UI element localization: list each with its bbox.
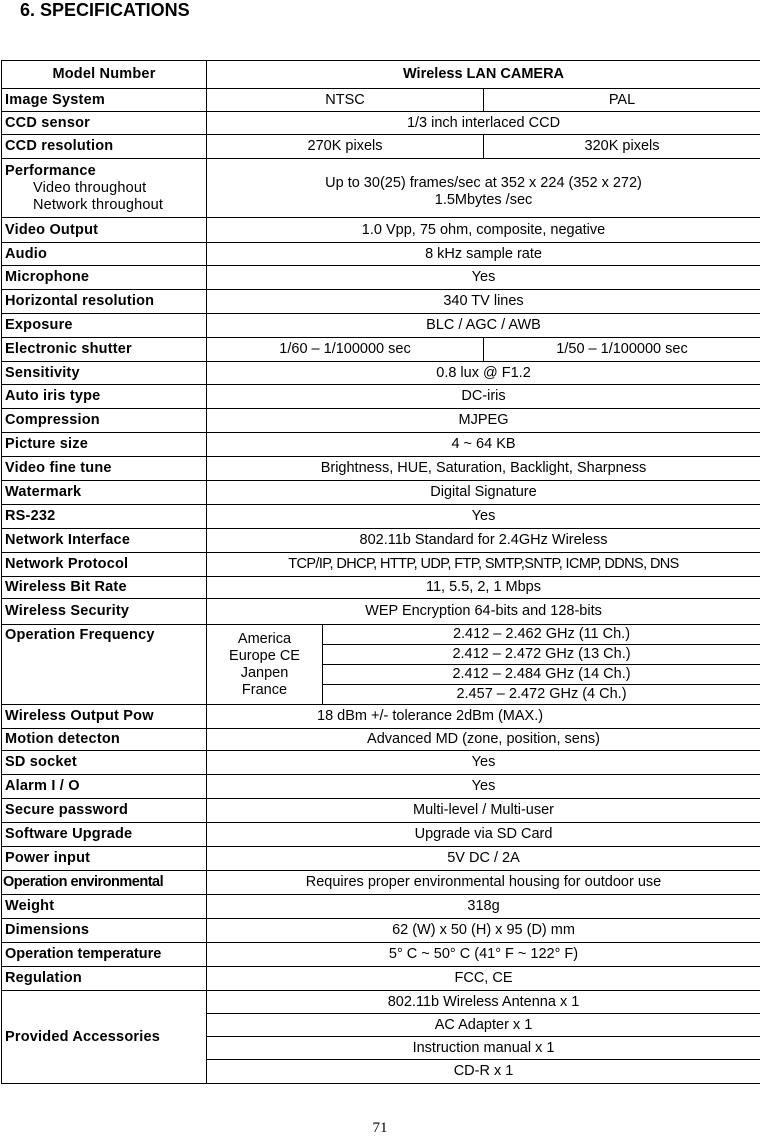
table-row xyxy=(2,577,760,599)
table-row xyxy=(2,919,760,943)
spec-label: Audio xyxy=(2,243,207,266)
spec-value: MJPEG xyxy=(207,409,760,433)
table-row xyxy=(2,625,760,645)
spec-value: Brightness, HUE, Saturation, Backlight, Sharpness xyxy=(207,457,760,481)
table-row xyxy=(2,871,760,895)
spec-label: Operation temperature xyxy=(2,943,207,967)
spec-value: Yes xyxy=(207,775,760,799)
table-row xyxy=(2,967,760,991)
spec-value: 18 dBm +/- tolerance 2dBm (MAX.) xyxy=(207,705,760,729)
table-row xyxy=(2,266,760,290)
spec-label: Network Interface xyxy=(2,529,207,553)
spec-value: Advanced MD (zone, position, sens) xyxy=(207,729,760,751)
spec-value: Requires proper environmental housing for outdoor use xyxy=(207,871,760,895)
spec-label: Auto iris type xyxy=(2,385,207,409)
spec-label: Secure password xyxy=(2,799,207,823)
table-row xyxy=(2,751,760,775)
accessory-item: AC Adapter x 1 xyxy=(207,1014,760,1037)
spec-value: TCP/IP, DHCP, HTTP, UDP, FTP, SMTP,SNTP, ICMP, DDNS, DNS xyxy=(207,553,760,577)
video-throughput-label: Video throughout xyxy=(5,180,206,197)
table-row xyxy=(2,529,760,553)
region-label: Janpen xyxy=(207,665,322,682)
spec-label: Video Output xyxy=(2,218,207,243)
spec-label: Sensitivity xyxy=(2,362,207,385)
table-row xyxy=(2,338,760,362)
table-row xyxy=(2,409,760,433)
spec-label: RS-232 xyxy=(2,505,207,529)
spec-value: 0.8 lux @ F1.2 xyxy=(207,362,760,385)
table-row xyxy=(2,218,760,243)
model-number-label: Model Number xyxy=(2,61,207,89)
table-row xyxy=(2,705,760,729)
spec-label: Alarm I / O xyxy=(2,775,207,799)
table-row xyxy=(2,362,760,385)
network-throughput-value: 1.5Mbytes /sec xyxy=(207,192,760,209)
spec-label: Compression xyxy=(2,409,207,433)
spec-label: Picture size xyxy=(2,433,207,457)
spec-label: CCD sensor xyxy=(2,112,207,135)
spec-label: Video fine tune xyxy=(2,457,207,481)
spec-value: 11, 5.5, 2, 1 Mbps xyxy=(207,577,760,599)
table-row xyxy=(2,799,760,823)
table-row xyxy=(2,823,760,847)
spec-label: Exposure xyxy=(2,314,207,338)
spec-label: Wireless Security xyxy=(2,599,207,625)
page-number: 71 xyxy=(0,1120,760,1137)
table-row xyxy=(2,847,760,871)
model-number-value: Wireless LAN CAMERA xyxy=(207,61,760,89)
spec-value-ntsc: NTSC xyxy=(207,89,484,112)
spec-label: Weight xyxy=(2,895,207,919)
spec-label: Horizontal resolution xyxy=(2,290,207,314)
spec-value: BLC / AGC / AWB xyxy=(207,314,760,338)
table-row xyxy=(2,314,760,338)
accessory-item: Instruction manual x 1 xyxy=(207,1037,760,1060)
spec-value-pal: 1/50 – 1/100000 sec xyxy=(484,338,760,362)
spec-value-pal: PAL xyxy=(484,89,760,112)
table-header-row xyxy=(2,61,760,89)
video-throughput-value: Up to 30(25) frames/sec at 352 x 224 (352 x 272) xyxy=(207,175,760,192)
table-row xyxy=(2,505,760,529)
table-row xyxy=(2,991,760,1014)
frequency-range: 2.412 – 2.472 GHz (13 Ch.) xyxy=(323,645,760,665)
spec-label: Electronic shutter xyxy=(2,338,207,362)
spec-label: Microphone xyxy=(2,266,207,290)
spec-label: Performance xyxy=(5,163,96,179)
table-row xyxy=(2,385,760,409)
spec-value: DC-iris xyxy=(207,385,760,409)
table-row xyxy=(2,775,760,799)
region-label: America xyxy=(207,631,322,648)
table-row xyxy=(2,599,760,625)
spec-value: Yes xyxy=(207,751,760,775)
spec-value: Yes xyxy=(207,505,760,529)
frequency-range: 2.457 – 2.472 GHz (4 Ch.) xyxy=(323,685,760,705)
spec-value: 1/3 inch interlaced CCD xyxy=(207,112,760,135)
spec-label: Operation environmental xyxy=(2,871,207,895)
spec-value: Multi-level / Multi-user xyxy=(207,799,760,823)
spec-value: FCC, CE xyxy=(207,967,760,991)
spec-value: 318g xyxy=(207,895,760,919)
table-row xyxy=(2,243,760,266)
performance-value-cell xyxy=(207,159,760,218)
spec-value: 8 kHz sample rate xyxy=(207,243,760,266)
spec-value: Yes xyxy=(207,266,760,290)
spec-value: WEP Encryption 64-bits and 128-bits xyxy=(207,599,760,625)
spec-value-ntsc: 270K pixels xyxy=(207,135,484,159)
performance-label-cell xyxy=(2,159,207,218)
table-row xyxy=(2,89,760,112)
frequency-range: 2.412 – 2.462 GHz (11 Ch.) xyxy=(323,625,760,645)
table-row xyxy=(2,729,760,751)
spec-value-pal: 320K pixels xyxy=(484,135,760,159)
spec-label: Regulation xyxy=(2,967,207,991)
spec-label: CCD resolution xyxy=(2,135,207,159)
spec-label: Power input xyxy=(2,847,207,871)
frequency-regions-cell xyxy=(207,625,323,705)
spec-label: Motion detecton xyxy=(2,729,207,751)
spec-value: 802.11b Standard for 2.4GHz Wireless xyxy=(207,529,760,553)
spec-value: Digital Signature xyxy=(207,481,760,505)
spec-label: Network Protocol xyxy=(2,553,207,577)
table-row xyxy=(2,481,760,505)
table-row xyxy=(2,433,760,457)
spec-value: 4 ~ 64 KB xyxy=(207,433,760,457)
frequency-range: 2.412 – 2.484 GHz (14 Ch.) xyxy=(323,665,760,685)
accessory-item: 802.11b Wireless Antenna x 1 xyxy=(207,991,760,1014)
spec-value: 1.0 Vpp, 75 ohm, composite, negative xyxy=(207,218,760,243)
spec-value-ntsc: 1/60 – 1/100000 sec xyxy=(207,338,484,362)
spec-label: Dimensions xyxy=(2,919,207,943)
page-title: 6. SPECIFICATIONS xyxy=(20,0,190,21)
spec-label: Provided Accessories xyxy=(2,991,207,1084)
accessory-item: CD-R x 1 xyxy=(207,1060,760,1084)
table-row xyxy=(2,135,760,159)
table-row xyxy=(2,943,760,967)
spec-label: SD socket xyxy=(2,751,207,775)
table-row xyxy=(2,290,760,314)
spec-label: Watermark xyxy=(2,481,207,505)
table-row xyxy=(2,112,760,135)
spec-label: Wireless Bit Rate xyxy=(2,577,207,599)
spec-value: 62 (W) x 50 (H) x 95 (D) mm xyxy=(207,919,760,943)
spec-value: 5V DC / 2A xyxy=(207,847,760,871)
specifications-table xyxy=(1,60,760,1084)
table-row xyxy=(2,457,760,481)
spec-value: 5° C ~ 50° C (41° F ~ 122° F) xyxy=(207,943,760,967)
table-row xyxy=(2,159,760,218)
table-row xyxy=(2,895,760,919)
spec-value: Upgrade via SD Card xyxy=(207,823,760,847)
region-label: France xyxy=(207,682,322,699)
region-label: Europe CE xyxy=(207,648,322,665)
spec-value: 340 TV lines xyxy=(207,290,760,314)
spec-label: Operation Frequency xyxy=(2,625,207,705)
spec-label: Image System xyxy=(2,89,207,112)
spec-label: Software Upgrade xyxy=(2,823,207,847)
spec-label: Wireless Output Pow xyxy=(2,705,207,729)
table-row xyxy=(2,553,760,577)
network-throughput-label: Network throughout xyxy=(5,197,206,214)
